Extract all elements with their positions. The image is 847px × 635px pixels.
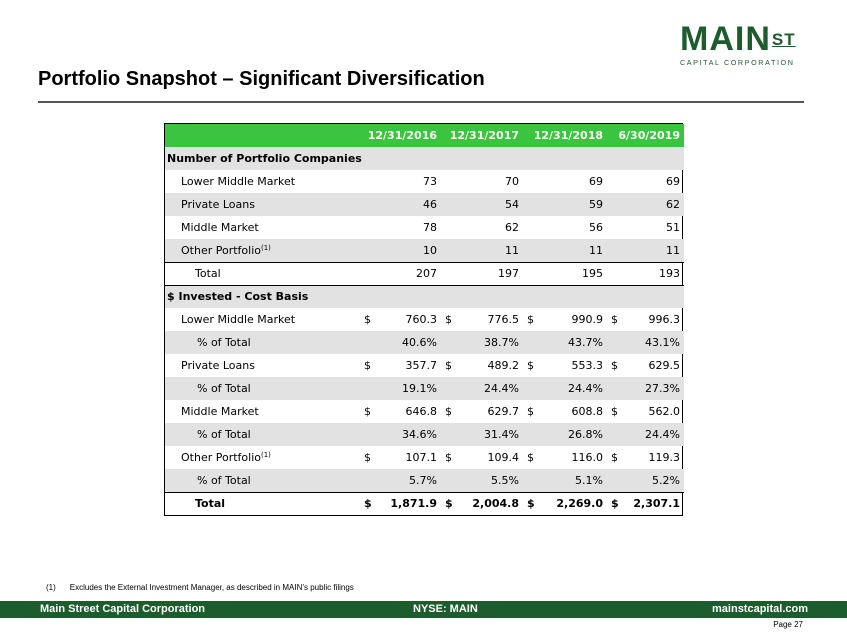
table-cell: 19.1% bbox=[360, 377, 441, 400]
row-label: Private Loans bbox=[181, 359, 255, 372]
footer-company: Main Street Capital Corporation bbox=[40, 603, 206, 615]
table-row bbox=[165, 400, 684, 423]
table-cell: $ 629.5 bbox=[611, 359, 680, 372]
table-cell: $ 489.2 bbox=[445, 359, 519, 372]
table-cell: 62 bbox=[505, 221, 519, 234]
table-row bbox=[165, 331, 684, 354]
table-cell: 31.4% bbox=[441, 423, 523, 446]
table-cell: $ 107.1 bbox=[364, 451, 437, 464]
table-cell: $ 760.3 bbox=[364, 313, 437, 326]
table-cell: 5.7% bbox=[360, 469, 441, 492]
table-row bbox=[165, 423, 684, 446]
table-cell: 54 bbox=[441, 193, 523, 216]
header-cell: 6/30/2019 bbox=[607, 124, 684, 147]
table-cell: 27.3% bbox=[607, 377, 684, 400]
table-cell: 70 bbox=[505, 175, 519, 188]
footnote bbox=[46, 583, 354, 592]
table-cell: 62 bbox=[607, 193, 684, 216]
table-row bbox=[165, 377, 684, 400]
table-cell: $ 2,004.8 bbox=[441, 492, 523, 515]
header-spacer bbox=[165, 124, 360, 147]
portfolio-table bbox=[164, 123, 683, 516]
footer-ticker: NYSE: MAIN bbox=[413, 603, 478, 615]
table-cell: 40.6% bbox=[360, 331, 441, 354]
row-label: Middle Market bbox=[181, 221, 259, 234]
total-row bbox=[165, 492, 684, 515]
table-cell: 195 bbox=[523, 262, 607, 285]
table-cell: $ 116.0 bbox=[527, 451, 603, 464]
row-label: Total bbox=[165, 262, 360, 285]
row-label: Lower Middle Market bbox=[181, 175, 296, 188]
table-cell: $ 1,871.9 bbox=[360, 492, 441, 515]
table-cell: 59 bbox=[523, 193, 607, 216]
table-cell: 5.1% bbox=[523, 469, 607, 492]
table-cell: 24.4% bbox=[441, 377, 523, 400]
table-cell: $ 2,307.1 bbox=[607, 492, 684, 515]
table-cell: $ 357.7 bbox=[364, 359, 437, 372]
table-cell: 69 bbox=[666, 175, 680, 188]
table-cell: $ 2,269.0 bbox=[523, 492, 607, 515]
footer-website: mainstcapital.com bbox=[712, 603, 808, 615]
row-label: Middle Market bbox=[181, 405, 259, 418]
section-row bbox=[165, 147, 684, 170]
table-cell: 11 bbox=[607, 239, 684, 262]
table-row bbox=[165, 216, 684, 239]
table-cell: $ 119.3 bbox=[611, 451, 680, 464]
main-street-logo bbox=[680, 22, 806, 67]
section-heading: $ Invested - Cost Basis bbox=[165, 285, 684, 308]
table-cell: 197 bbox=[441, 262, 523, 285]
page-title: Portfolio Snapshot – Significant Diversification bbox=[38, 68, 485, 90]
table-cell: 24.4% bbox=[523, 377, 607, 400]
page-number: Page 27 bbox=[773, 620, 803, 629]
table-cell: $ 608.8 bbox=[527, 405, 603, 418]
logo-tagline: CAPITAL CORPORATION bbox=[680, 58, 795, 67]
table-cell: 69 bbox=[589, 175, 603, 188]
row-label: Other Portfolio$^{(1)}$ bbox=[165, 239, 360, 262]
table-cell: $ 776.5 bbox=[445, 313, 519, 326]
table-cell: 11 bbox=[523, 239, 607, 262]
section-heading: Number of Portfolio Companies bbox=[165, 147, 684, 170]
table-cell: $ 990.9 bbox=[527, 313, 603, 326]
table-cell: $ 629.7 bbox=[445, 405, 519, 418]
table-row bbox=[165, 469, 684, 492]
header-cell: 12/31/2016 bbox=[360, 124, 441, 147]
table-cell: $ 646.8 bbox=[364, 405, 437, 418]
logo-wordmark: $MAIN^{ST}$ bbox=[680, 20, 796, 58]
footnote-mark: (1) bbox=[46, 583, 56, 592]
title-divider bbox=[38, 101, 804, 103]
table-cell: 73 bbox=[423, 175, 437, 188]
header-cell: 12/31/2018 bbox=[523, 124, 607, 147]
row-label: Private Loans bbox=[165, 193, 360, 216]
table-row bbox=[165, 308, 684, 331]
row-label: Total bbox=[165, 492, 360, 515]
table-cell: $ 562.0 bbox=[611, 405, 680, 418]
table-cell: 78 bbox=[423, 221, 437, 234]
table-row bbox=[165, 239, 684, 262]
table-cell: 26.8% bbox=[523, 423, 607, 446]
table-cell: 46 bbox=[360, 193, 441, 216]
table-cell: 11 bbox=[441, 239, 523, 262]
table-cell: 56 bbox=[589, 221, 603, 234]
row-label: Lower Middle Market bbox=[181, 313, 296, 326]
table-row bbox=[165, 446, 684, 469]
row-label: % of Total bbox=[165, 469, 360, 492]
row-label: % of Total bbox=[165, 377, 360, 400]
table-cell: 24.4% bbox=[607, 423, 684, 446]
total-row bbox=[165, 262, 684, 285]
table-row bbox=[165, 170, 684, 193]
table-row bbox=[165, 354, 684, 377]
table-cell: 5.5% bbox=[441, 469, 523, 492]
table-cell: 51 bbox=[666, 221, 680, 234]
section-row bbox=[165, 285, 684, 308]
row-label: % of Total bbox=[165, 331, 360, 354]
table-row bbox=[165, 193, 684, 216]
table-cell: 38.7% bbox=[441, 331, 523, 354]
table-cell: 43.7% bbox=[523, 331, 607, 354]
table-cell: $ 109.4 bbox=[445, 451, 519, 464]
table-cell: 34.6% bbox=[360, 423, 441, 446]
table-cell: 5.2% bbox=[607, 469, 684, 492]
table-cell: 193 bbox=[607, 262, 684, 285]
table-cell: $ 553.3 bbox=[527, 359, 603, 372]
row-label: Other Portfolio$^{(1)}$ bbox=[181, 451, 271, 464]
footnote-text: Excludes the External Investment Manager, as described in MAIN’s public filings bbox=[69, 583, 354, 592]
footer-bar bbox=[0, 601, 847, 618]
table-cell: $ 996.3 bbox=[611, 313, 680, 326]
table-cell: 207 bbox=[360, 262, 441, 285]
header-row bbox=[165, 124, 684, 147]
table-cell: 43.1% bbox=[607, 331, 684, 354]
table-cell: 10 bbox=[360, 239, 441, 262]
header-cell: 12/31/2017 bbox=[441, 124, 523, 147]
row-label: % of Total bbox=[165, 423, 360, 446]
